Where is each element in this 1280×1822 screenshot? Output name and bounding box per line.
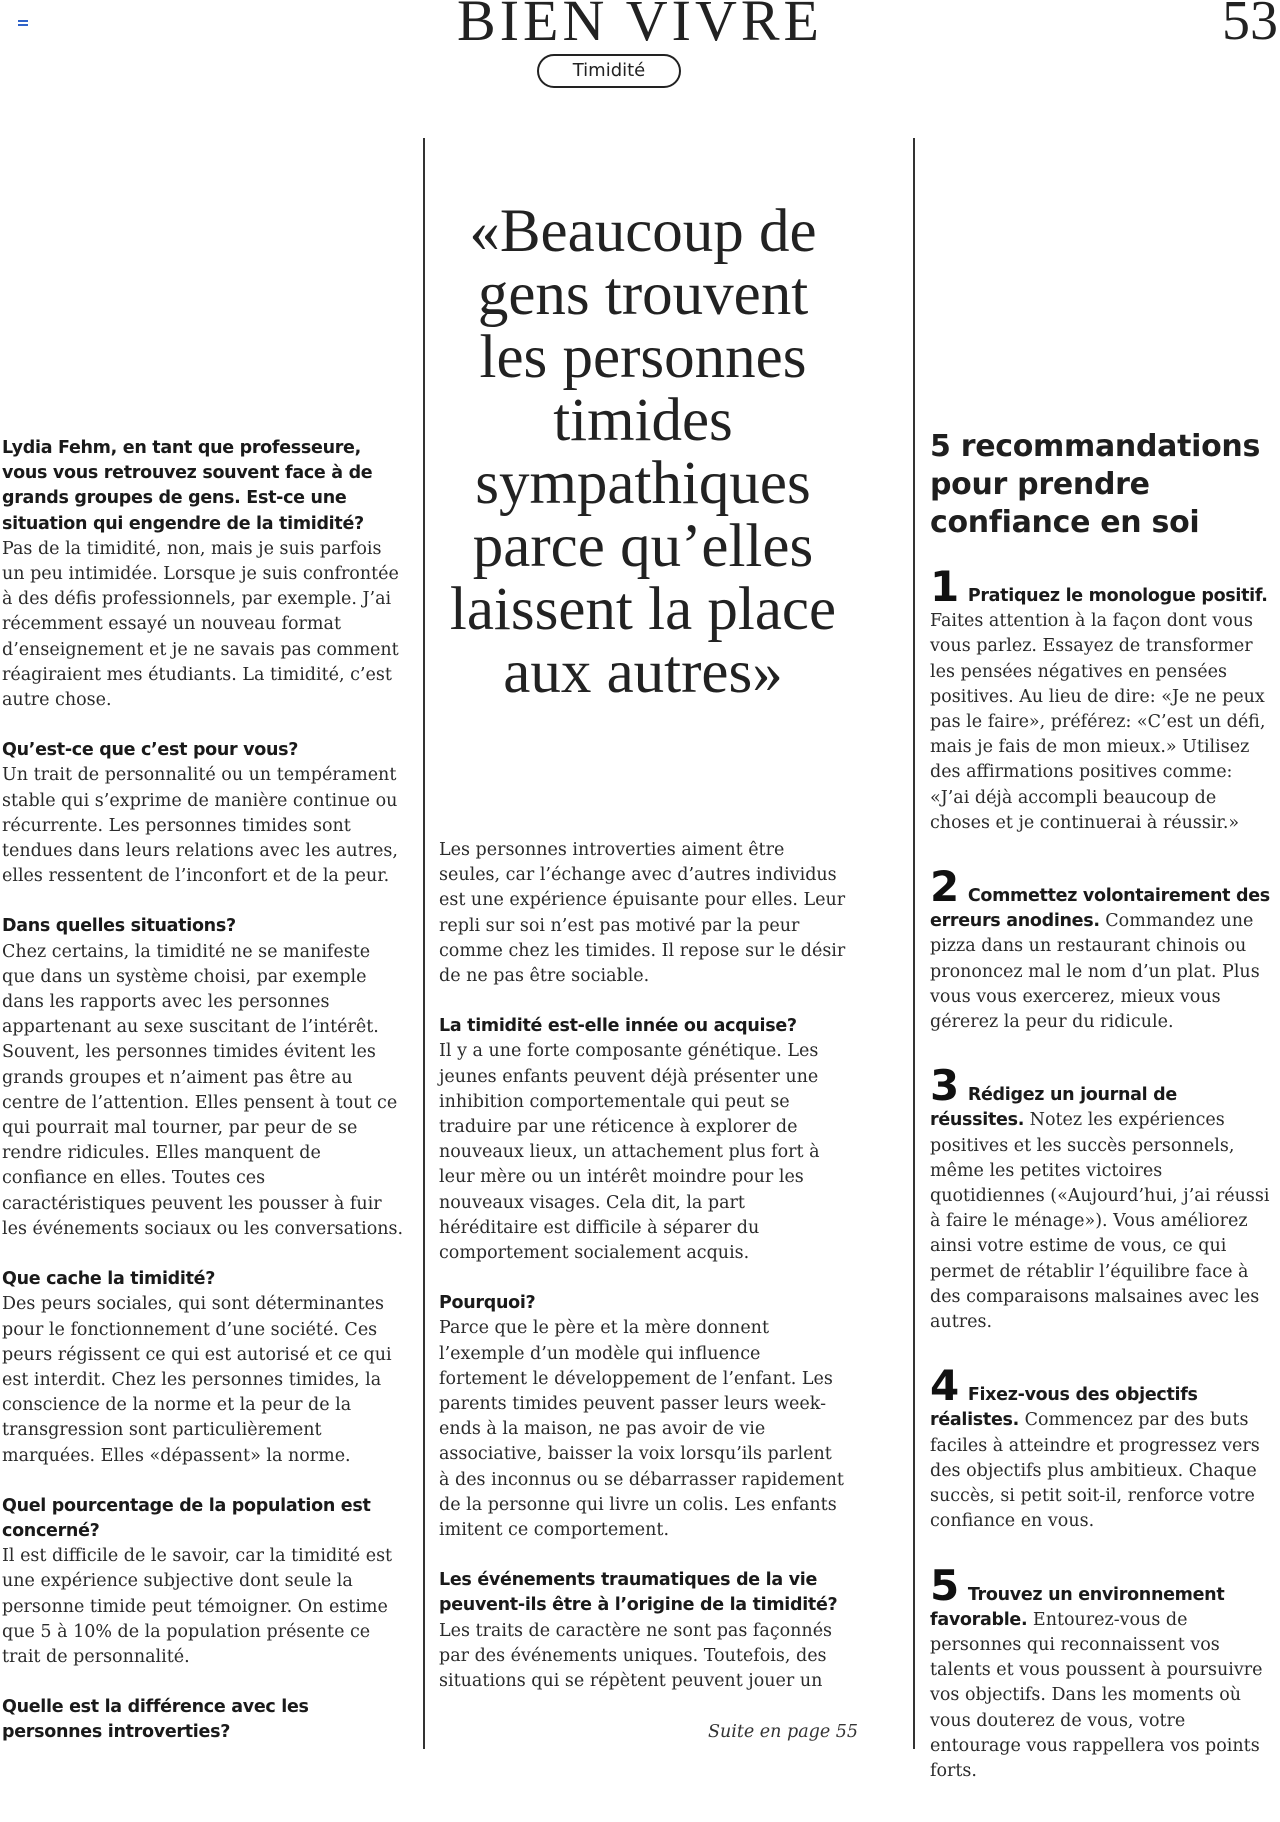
tip-item (930, 1361, 1276, 1534)
interview-question: Lydia Fehm, en tant que professeure, vous vous retrouvez souvent face à de grands groupes de gens. Est-ce une situation qui engendre de la timidité? (2, 438, 373, 534)
interview-question: Dans quelles situations? (2, 916, 236, 937)
tip-heading: Fixez-vous des objectifs réalistes. (930, 1385, 1198, 1431)
tip-text: Faites attention à la façon dont vous vous parlez. Essayez de transformer les pensées négatives en pensées positives. Au lieu de dire: «Je ne peux pas le faire», préférez: «C’est un défi, mais je fais de mon mieux.» Utilisez des affirmations positives comme: «J’ai déjà accompli beaucoup de choses et je continuerai à réussir.» (930, 611, 1266, 833)
qa-block (2, 1695, 407, 1745)
tip-item (930, 1560, 1276, 1785)
interview-answer: Les personnes introverties aiment être seules, car l’échange avec d’autres individus est une expérience épuisante pour elles. Leur repli sur soi n’est pas motivé par la peur comme chez les timides. Il repose sur le désir de ne pas être sociable. (439, 840, 846, 987)
interview-question: Que cache la timidité? (2, 1269, 216, 1290)
interview-question: La timidité est-elle innée ou acquise? (439, 1016, 797, 1037)
tip-text: Commandez une pizza dans un restaurant chinois ou prononcez mal le nom d’un plat. Plus vous vous exercerez, mieux vous gérerez la peur du ridicule. (930, 911, 1260, 1033)
qa-block (439, 1014, 847, 1266)
interview-answer: Un trait de personnalité ou un tempérament stable qui s’exprime de manière continue ou récurrente. Les personnes timides sont tendues dans leurs relations avec les autres, elles ressentent de l’inconfort et de la peur. (2, 765, 398, 887)
tip-text: Notez les expériences positives et les succès personnels, même les petites victoires quotidiennes («Aujourd’hui, j’ai réussi à faire le ménage»). Vous améliorez ainsi votre estime de vous, ce qui permet de rétablir l’équilibre face à des comparaisons malsaines avec les autres. (930, 1110, 1270, 1333)
qa-block (439, 838, 847, 989)
tip-text: Entourez-vous de personnes qui reconnaissent vos talents et vous poussent à poursuivre vos objectifs. Dans les moments où vous douterez de vous, votre entourage vous rappellera vos points forts. (930, 1609, 1263, 1781)
interview-answer: Il y a une forte composante génétique. Les jeunes enfants peuvent déjà présenter une inhibition comportementale qui peut se traduire par une réticence à explorer de nouveaux lieux, un attachement plus fort à leur mère ou un intérêt moindre pour les nouveaux visages. Cela dit, la part héréditaire est difficile à séparer du comportement socialement acquis. (439, 1041, 820, 1264)
interview-question: Les événements traumatiques de la vie peuvent-ils être à l’origine de la timidité? (439, 1570, 838, 1616)
qa-block (439, 1568, 847, 1694)
qa-block (2, 738, 407, 889)
section-title: BIEN VIVRE (457, 0, 823, 53)
interview-answer: Il est difficile de le savoir, car la timidité est une expérience subjective dont seule la personne timide peut témoigner. On estime que 5 à 10% de la population présente ce trait de personnalité. (2, 1546, 393, 1667)
tips-box (930, 428, 1276, 1822)
continued-note: Suite en page 55 (708, 1722, 859, 1742)
interview-answer: Les traits de caractère ne sont pas façonnés par des événements uniques. Toutefois, des situations qui se répètent peuvent jouer un (439, 1620, 833, 1692)
qa-block (439, 1291, 847, 1543)
qa-block (2, 1494, 407, 1670)
tip-number: 5 (930, 1560, 960, 1610)
interview-answer: Chez certains, la timidité ne se manifeste que dans un système choisi, par exemple dans les rapports avec les personnes appartenant au sexe suscitant de l’intérêt. Souvent, les personnes timides évitent les grands groupes et n’aiment pas être au centre de l’attention. Elles pensent à tout ce qui pourrait mal tourner, par peur de se rendre ridicules. Elles manquent de confiance en elles. Toutes ces caractéristiques peuvent les pousser à fuir les événements sociaux ou les conversations. (2, 941, 404, 1239)
interview-column-left (2, 436, 407, 1771)
qa-block (2, 914, 407, 1242)
tip-number: 3 (930, 1061, 960, 1111)
qa-block (2, 436, 407, 713)
column-divider (423, 138, 425, 1749)
interview-question: Qu’est-ce que c’est pour vous? (2, 740, 299, 761)
interview-answer: Des peurs sociales, qui sont déterminantes pour le fonctionnement d’une société. Ces peurs régissent ce qui est autorisé et ce qui est interdit. Chez les personnes timides, la conscience de la norme et la peur de la transgression sont particulièrement marquées. Elles «dépassent» la norme. (2, 1294, 392, 1466)
tips-title: 5 recommandations pour prendre confiance en soi (930, 429, 1261, 540)
tip-item (930, 1061, 1276, 1335)
tip-item (930, 862, 1276, 1035)
tip-heading: Trouvez un environnement favorable. (930, 1584, 1225, 1630)
interview-answer: Pas de la timidité, non, mais je suis parfois un peu intimidée. Lorsque je suis confrontée à des défis professionnels, par exemple. J’ai récemment essayé un nouveau format d’enseignement et je ne savais pas comment réagiraient mes étudiants. La timidité, c’est autre chose. (2, 538, 399, 711)
tip-number: 1 (930, 562, 960, 611)
tip-number: 4 (930, 1361, 960, 1411)
topic-tag: Timidité (537, 54, 681, 88)
pull-quote: «Beaucoup de gens trouvent les personnes timides sympathiques parce qu’elles laissent la place aux autres» (449, 198, 837, 706)
interview-question: Quel pourcentage de la population est concerné? (2, 1495, 371, 1541)
tip-heading: Commettez volontairement des erreurs anodines. (930, 886, 1270, 932)
qa-block (2, 1267, 407, 1469)
tip-heading: Pratiquez le monologue positif. (967, 586, 1268, 606)
tip-item (930, 562, 1276, 836)
interview-answer: Parce que le père et la mère donnent l’exemple d’un modèle qui influence fortement le développement de l’enfant. Les parents timides peuvent passer leurs week-ends à la maison, ne pas avoir de vie associative, baisser la voix lorsqu’ils parlent à des inconnus ou se débarrasser rapidement de la personne qui livre un colis. Les enfants imitent ce comportement. (439, 1318, 844, 1541)
interview-column-middle (439, 838, 847, 1719)
tip-number: 2 (930, 862, 960, 912)
interview-question: Quelle est la différence avec les personnes introverties? (2, 1697, 309, 1743)
tip-text: Commencez par des buts faciles à atteindre et progressez vers des objectifs plus ambitieux. Chaque succès, si petit soit-il, renforce votre confiance en vous. (930, 1410, 1260, 1532)
page-number: 53 (1222, 0, 1278, 52)
column-divider (913, 138, 915, 1749)
interview-question: Pourquoi? (439, 1293, 536, 1314)
tip-heading: Rédigez un journal de réussites. (930, 1085, 1177, 1131)
